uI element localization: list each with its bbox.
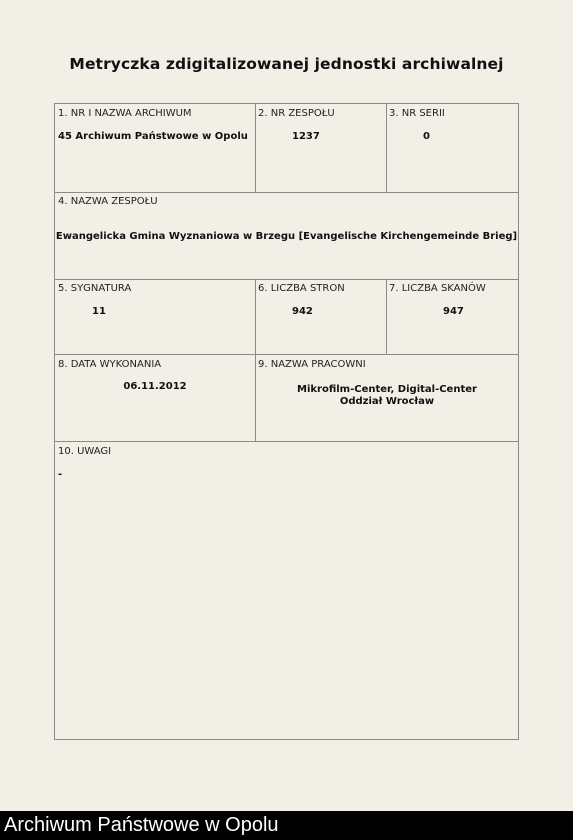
scan-count-label: 7. LICZBA SKANÓW: [389, 283, 486, 294]
workshop-label: 9. NAZWA PRACOWNI: [258, 359, 366, 370]
archive-label: 1. NR I NAZWA ARCHIWUM: [58, 108, 192, 119]
archive-footer-banner: Archiwum Państwowe w Opolu: [0, 811, 573, 840]
metadata-form: [54, 103, 519, 740]
col-divider-r3a: [255, 279, 256, 354]
row-divider-2: [55, 279, 518, 280]
row-divider-3: [55, 354, 518, 355]
fonds-name-value: Ewangelicka Gmina Wyznaniowa w Brzegu [Evangelische Kirchengemeinde Brieg]: [55, 231, 518, 242]
workshop-value-line1: Mikrofilm-Center, Digital-Center: [297, 384, 477, 395]
col-divider-r1a: [255, 104, 256, 192]
row-divider-4: [55, 441, 518, 442]
signature-value: 11: [92, 306, 106, 317]
scan-count-value: 947: [443, 306, 464, 317]
series-no-label: 3. NR SERII: [389, 108, 445, 119]
workshop-value-line2: Oddział Wrocław: [339, 396, 435, 407]
col-divider-r1b: [386, 104, 387, 192]
col-divider-r3b: [386, 279, 387, 354]
date-value: 06.11.2012: [123, 381, 187, 392]
row-divider-1: [55, 192, 518, 193]
archive-value: 45 Archiwum Państwowe w Opolu: [58, 131, 248, 142]
fonds-name-label: 4. NAZWA ZESPOŁU: [58, 196, 158, 207]
date-label: 8. DATA WYKONANIA: [58, 359, 162, 370]
page-count-value: 942: [292, 306, 313, 317]
remarks-value: -: [58, 469, 63, 480]
page-count-label: 6. LICZBA STRON: [258, 283, 345, 294]
fonds-no-label: 2. NR ZESPOŁU: [258, 108, 335, 119]
series-no-value: 0: [423, 131, 430, 142]
fonds-no-value: 1237: [292, 131, 320, 142]
document-title: Metryczka zdigitalizowanej jednostki archiwalnej: [69, 55, 504, 73]
signature-label: 5. SYGNATURA: [58, 283, 132, 294]
remarks-label: 10. UWAGI: [58, 446, 112, 457]
